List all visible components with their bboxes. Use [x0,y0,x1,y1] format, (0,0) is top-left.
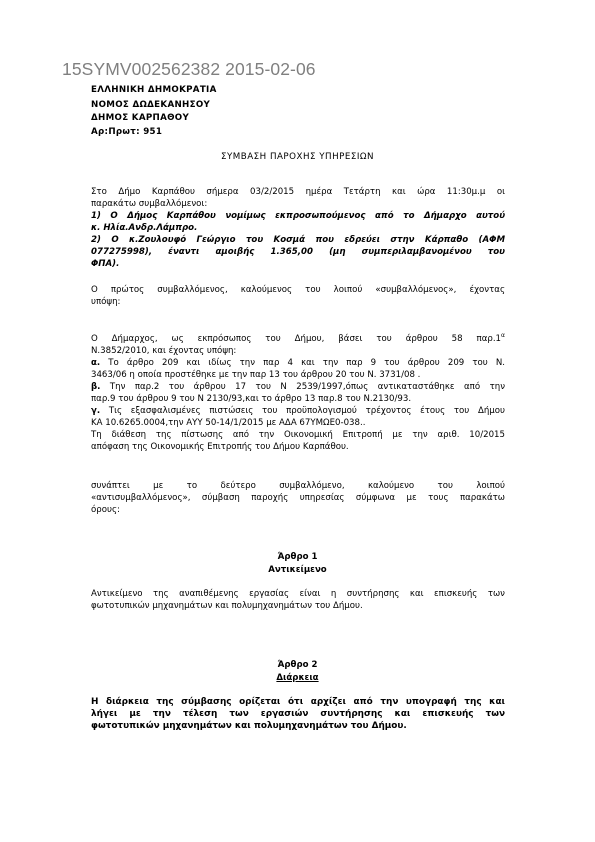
party2-line: 2) Ο κ.Ζουλουφό Γεώργιο του Κοσμά που εδρεύει στην Κάρπαθο (ΑΦΜ [91,235,505,245]
intro-line: παρακάτω συμβαλλόμενοι: [91,199,208,209]
agreement-paragraph [91,480,505,516]
considerations-paragraph [91,333,505,453]
header-republic: ΕΛΛΗΝΙΚΗ ΔΗΜΟΚΡΑΤΙΑ [91,85,217,95]
party1-line: 1) Ο Δήμος Καρπάθου νομίμως εκπροσωπούμενος από το Δήμαρχο αυτού [91,211,505,221]
first-party-line: υπόψη: [91,297,121,307]
header-prefecture: ΝΟΜΟΣ ΔΩΔΕΚΑΝΗΣΟΥ [91,100,211,110]
consideration-text: Ο Δήμαρχος, ως εκπρόσωπος του Δήμου, βάσει του άρθρου 58 παρ.1 [91,334,502,344]
intro-line: Στο Δήμο Καρπάθου σήμερα 03/2/2015 ημέρα Τετάρτη και ώρα 11:30μ.μ οι [91,187,505,197]
consideration-line: Τη διάθεση της πίστωσης από την Οικονομική Επιτροπή με την αριθ. 10/2015 [91,430,505,440]
consideration-line: ΚΑ 10.6265.0004,την ΑΥΥ 50-14/1/2015 με ΑΔΑ 67ΥΜΩΕ0-038.. [91,418,366,428]
intro-paragraph [91,186,505,270]
party1-line: κ. Ηλία.Ανδρ.Λάμπρο. [91,223,198,233]
agreement-line: όρους: [91,505,120,515]
item-marker: β. [91,382,101,392]
article1-line: φωτοτυπικών μηχανημάτων και πολυμηχανημάτων του Δήμου. [91,601,363,611]
article1-heading: Άρθρο 1 [277,552,318,562]
party2-line: 077275998), έναντι αμοιβής 1.365,00 (μη συμπεριλαμβανομένου του [91,247,505,257]
consideration-line: Ν.3852/2010, και έχοντας υπόψη: [91,346,237,356]
consideration-a [91,357,505,369]
first-party-line: Ο πρώτος συμβαλλόμενος, καλούμενος του λοιπού «συμβαλλόμενος», έχοντας [91,285,505,295]
consideration-line: παρ.9 του άρθρου 9 του Ν 2130/93,και το άρθρο 13 παρ.8 του Ν.2130/93. [91,394,412,404]
consideration-b [91,381,505,393]
agreement-line: «αντισυμβαλλόμενος», σύμβαση παροχής υπηρεσίας σύμφωνα με τους παρακάτω [91,493,505,503]
item-marker: γ. [91,406,101,416]
article2-heading-block [0,659,595,685]
item-marker: α. [91,358,101,368]
consideration-line: απόφαση της Οικονομικής Επιτροπής του Δήμου Καρπάθου. [91,442,349,452]
article1-heading-block [0,551,595,577]
article2-line: λήγει με την τέλεση των εργασιών συντήρησης και επισκευής των [91,709,505,719]
consideration-text: Τις εξασφαλισμένες πιστώσεις του προϋπολογισμού τρέχοντος έτους του Δήμου [100,406,505,416]
article2-heading: Άρθρο 2 [277,660,318,670]
document-title: ΣΥΜΒΑΣΗ ΠΑΡΟΧΗΣ ΥΠΗΡΕΣΙΩΝ [220,152,375,162]
article2-line: Η διάρκεια της σύμβασης ορίζεται ότι αρχίζει από την υπογραφή της και [91,697,505,707]
article1-line: Αντικείμενο της αναπιθέμενης εργασίας είναι η συντήρησης και επισκευής των [91,589,505,599]
article2-line: φωτοτυπικών μηχανημάτων και πολυμηχανημάτων του Δήμου. [91,721,407,731]
superscript: α [501,332,505,340]
article1-body [91,588,505,612]
header-municipality: ΔΗΜΟΣ ΚΑΡΠΑΘΟΥ [91,113,190,123]
article1-subheading: Αντικείμενο [268,565,327,575]
party2-line: ΦΠΑ). [91,259,120,269]
consideration-line [91,333,505,345]
consideration-line: 3463/06 η οποία προστέθηκε με την παρ 13 του άρθρου 20 του Ν. 3731/08 . [91,370,421,380]
article2-subheading: Διάρκεια [276,673,319,683]
consideration-text: Την παρ.2 του άρθρου 17 του Ν 2539/1997,όπως αντικαταστάθηκε από την [100,382,505,392]
agreement-line: συνάπτει με το δεύτερο συμβαλλόμενο, καλούμενο του λοιπού [91,481,505,491]
consideration-text: Το άρθρο 209 και ιδίως την παρ 4 και την παρ 9 του άρθρου 209 του Ν. [100,358,505,368]
document-stamp: 15SYMV002562382 2015-02-06 [62,59,316,79]
consideration-g [91,405,505,417]
header-protocol-number: Αρ:Πρωτ: 951 [91,127,163,137]
first-party-paragraph [91,284,505,308]
article2-body [91,696,505,732]
